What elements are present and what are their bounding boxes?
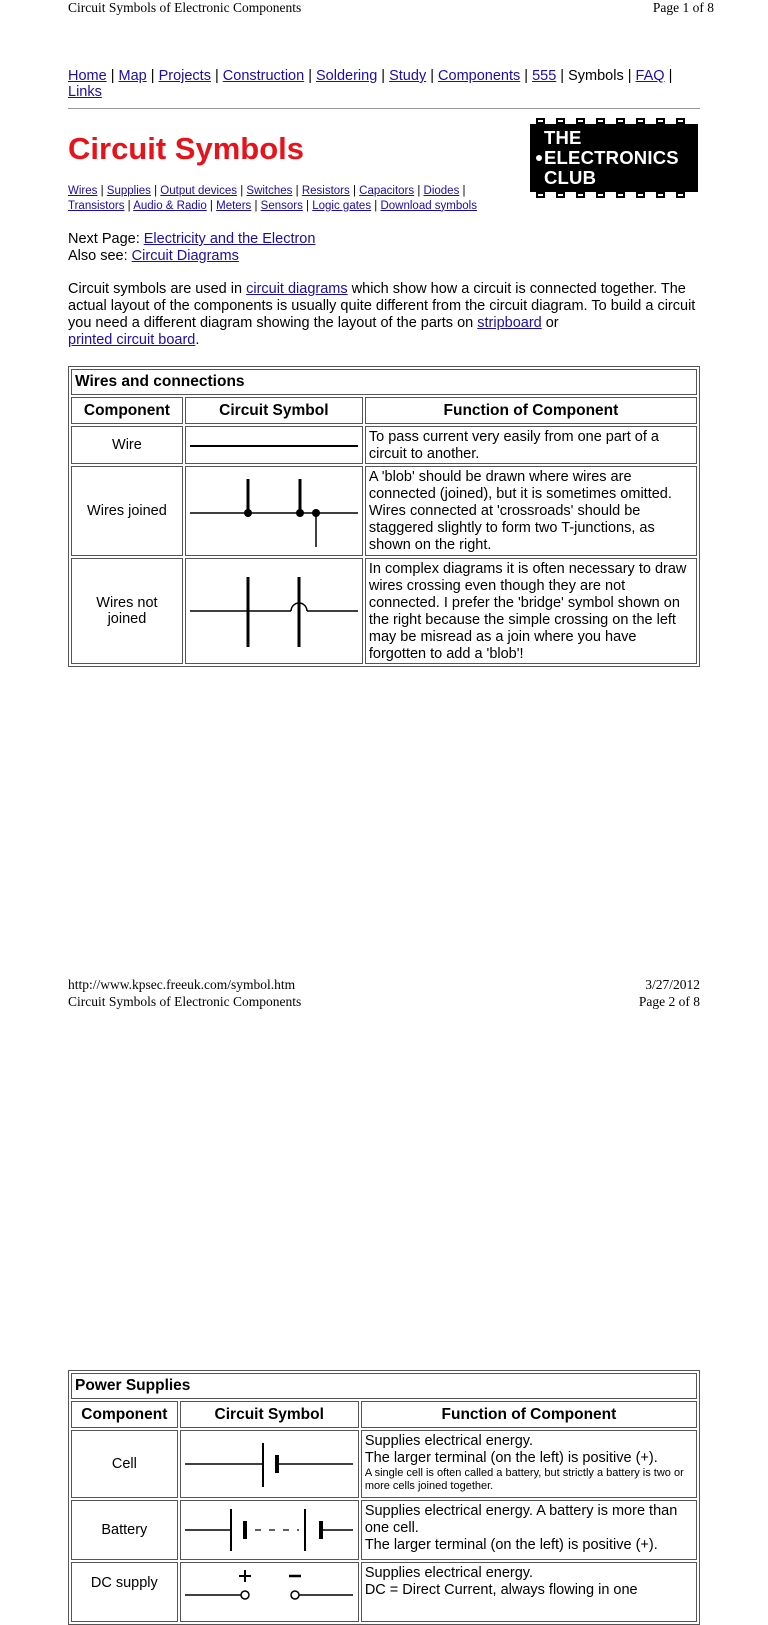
subnav-link-supplies[interactable]: Supplies (106, 185, 151, 197)
logo-pin (676, 192, 685, 198)
table-row (71, 466, 697, 556)
intro-text: . (195, 332, 200, 348)
intro-text: Circuit symbols are used in (68, 281, 247, 297)
logo-pin (616, 118, 625, 124)
function-line: The larger terminal (on the left) is positive (+). (364, 1537, 658, 1553)
function-line: Supplies electrical energy. (364, 1565, 533, 1581)
component-name: Wires joined (71, 466, 183, 556)
footer-left (68, 976, 301, 1010)
logo-pin (536, 192, 545, 198)
logo-pin (616, 192, 625, 198)
subnav-link-download-symbols[interactable]: Download symbols (380, 199, 477, 212)
logo-pin (596, 192, 605, 198)
logo-pin (596, 118, 605, 124)
component-name: DC supply (71, 1562, 178, 1622)
power-supplies-table (68, 1370, 700, 1625)
logo-pin1-dot (536, 155, 542, 161)
also-see-label: Also see: (68, 248, 132, 264)
function-note: A single cell is often called a battery, but strictly a battery is two or more cells joined together. (364, 1467, 684, 1492)
wire-symbol (185, 426, 363, 464)
printed-circuit-board-link[interactable]: printed circuit board (68, 332, 196, 348)
subnav-link-meters[interactable]: Meters (216, 199, 252, 212)
nav-link-555[interactable]: 555 (532, 68, 557, 84)
nav-link-faq[interactable]: FAQ (635, 68, 665, 84)
nav-link-construction[interactable]: Construction (222, 68, 305, 84)
component-function (361, 1430, 697, 1498)
subnav-link-wires[interactable]: Wires (68, 185, 98, 197)
print-footer (68, 976, 700, 1016)
column-header-function: Function of Component (365, 397, 697, 424)
table-row (71, 558, 697, 664)
cell-symbol (180, 1430, 359, 1498)
logo-pin (556, 192, 565, 198)
table-row (71, 1430, 697, 1498)
symbol-category-nav: Wires | Supplies | Output devices | Switches | Resistors | Capacitors | Diodes | Transistors | Audio & Radio | Meters | Sensors | Logic gates | Download symbols (68, 185, 477, 212)
column-header-component: Component (71, 1401, 178, 1428)
logo-text (544, 128, 679, 188)
top-nav: Home | Map | Projects | Construction | Soldering | Study | Components | 555 | Symbols | FAQ | Links (68, 68, 673, 100)
component-function: To pass current very easily from one part of a circuit to another. (365, 426, 697, 464)
logo-pin (576, 118, 585, 124)
component-name: Cell (71, 1430, 178, 1498)
dc-supply-symbol (180, 1562, 359, 1622)
function-line: Supplies electrical energy. (364, 1433, 533, 1449)
next-page-link[interactable]: Electricity and the Electron (143, 231, 316, 247)
print-header-title: Circuit Symbols of Electronic Components (68, 0, 302, 15)
logo-pin (536, 118, 545, 124)
table-section-title: Power Supplies (71, 1373, 697, 1399)
stripboard-link[interactable]: stripboard (477, 315, 542, 331)
subnav-link-audio-radio[interactable]: Audio & Radio (133, 199, 207, 212)
nav-link-home[interactable]: Home (68, 68, 107, 84)
intro-text: or (541, 315, 559, 331)
column-header-symbol: Circuit Symbol (185, 397, 363, 424)
electronics-club-logo[interactable] (530, 116, 698, 200)
subnav-link-logic-gates[interactable]: Logic gates (312, 199, 372, 212)
wires-joined-symbol (185, 466, 363, 556)
also-see-line (68, 248, 315, 265)
battery-symbol (180, 1500, 359, 1560)
subnav-link-output-devices[interactable]: Output devices (160, 185, 238, 197)
logo-pin (636, 118, 645, 124)
component-name: Battery (71, 1500, 178, 1560)
nav-link-links[interactable]: Links (68, 84, 102, 100)
footer-url: http://www.kpsec.freeuk.com/symbol.htm (68, 977, 296, 992)
subnav-link-transistors[interactable]: Transistors (68, 199, 125, 212)
next-page-label: Next Page: (68, 231, 144, 247)
logo-line-3: CLUB (544, 167, 597, 188)
subnav-link-resistors[interactable]: Resistors (301, 185, 350, 197)
intro-text: which show how a circuit is connected together. The actual layout of the components is usually quite different from the circuit diagram. To build a circuit you need a different diagram showing the layout of the parts on (68, 281, 696, 331)
function-line: The larger terminal (on the left) is positive (+). (364, 1450, 658, 1466)
logo-pin (676, 118, 685, 124)
table-row (71, 1562, 697, 1622)
next-page-block (68, 231, 315, 265)
component-function: In complex diagrams it is often necessary to draw wires crossing even though they are not connected. I prefer the 'bridge' symbol shown on the right because the simple crossing on the left may be misread as a join where you have forgotten to add a 'blob'! (365, 558, 697, 664)
nav-current-symbols: Symbols (568, 68, 624, 84)
nav-link-projects[interactable]: Projects (158, 68, 211, 84)
circuit-diagrams-link[interactable]: circuit diagrams (246, 281, 348, 297)
footer-page: Page 2 of 8 (638, 994, 700, 1009)
page-title: Circuit Symbols (68, 131, 304, 166)
component-function (361, 1562, 697, 1622)
logo-pin (656, 192, 665, 198)
column-header-component: Component (71, 397, 183, 424)
print-header-page: Page 1 of 8 (652, 0, 714, 15)
table-row (71, 426, 697, 464)
footer-date: 3/27/2012 (645, 977, 700, 992)
nav-link-map[interactable]: Map (118, 68, 147, 84)
next-page-line (68, 231, 315, 248)
nav-divider (68, 108, 700, 109)
component-function (361, 1500, 697, 1560)
table-row (71, 1500, 697, 1560)
subnav-link-sensors[interactable]: Sensors (260, 199, 303, 212)
footer-right (639, 976, 700, 1010)
logo-pin (636, 192, 645, 198)
logo-line-1: THE (544, 127, 582, 148)
column-header-symbol: Circuit Symbol (180, 1401, 359, 1428)
logo-pin (656, 118, 665, 124)
print-header (68, 0, 714, 18)
wires-not-joined-symbol (185, 558, 363, 664)
column-header-function: Function of Component (361, 1401, 697, 1428)
nav-link-components[interactable]: Components (438, 68, 521, 84)
function-line: Supplies electrical energy. A battery is more than one cell. (364, 1503, 678, 1536)
function-line: DC = Direct Current, always flowing in one (364, 1582, 638, 1598)
component-name: Wire (71, 426, 183, 464)
also-see-link[interactable]: Circuit Diagrams (131, 248, 239, 264)
table-section-title: Wires and connections (71, 369, 697, 395)
logo-pin (576, 192, 585, 198)
subnav-link-capacitors[interactable]: Capacitors (359, 185, 415, 197)
logo-pin (556, 118, 565, 124)
subnav-link-switches[interactable]: Switches (246, 185, 293, 197)
logo-line-2: ELECTRONICS (544, 147, 679, 168)
nav-link-study[interactable]: Study (389, 68, 427, 84)
intro-paragraph (68, 281, 708, 349)
component-function: A 'blob' should be drawn where wires are connected (joined), but it is sometimes omitted. Wires connected at 'crossroads' should be staggered slightly to form two T-junctions, as shown on the right. (365, 466, 697, 556)
footer-title: Circuit Symbols of Electronic Components (68, 994, 302, 1009)
wires-connections-table (68, 366, 700, 667)
component-name: Wires not joined (71, 558, 183, 664)
nav-link-soldering[interactable]: Soldering (316, 68, 378, 84)
subnav-link-diodes[interactable]: Diodes (423, 185, 460, 197)
